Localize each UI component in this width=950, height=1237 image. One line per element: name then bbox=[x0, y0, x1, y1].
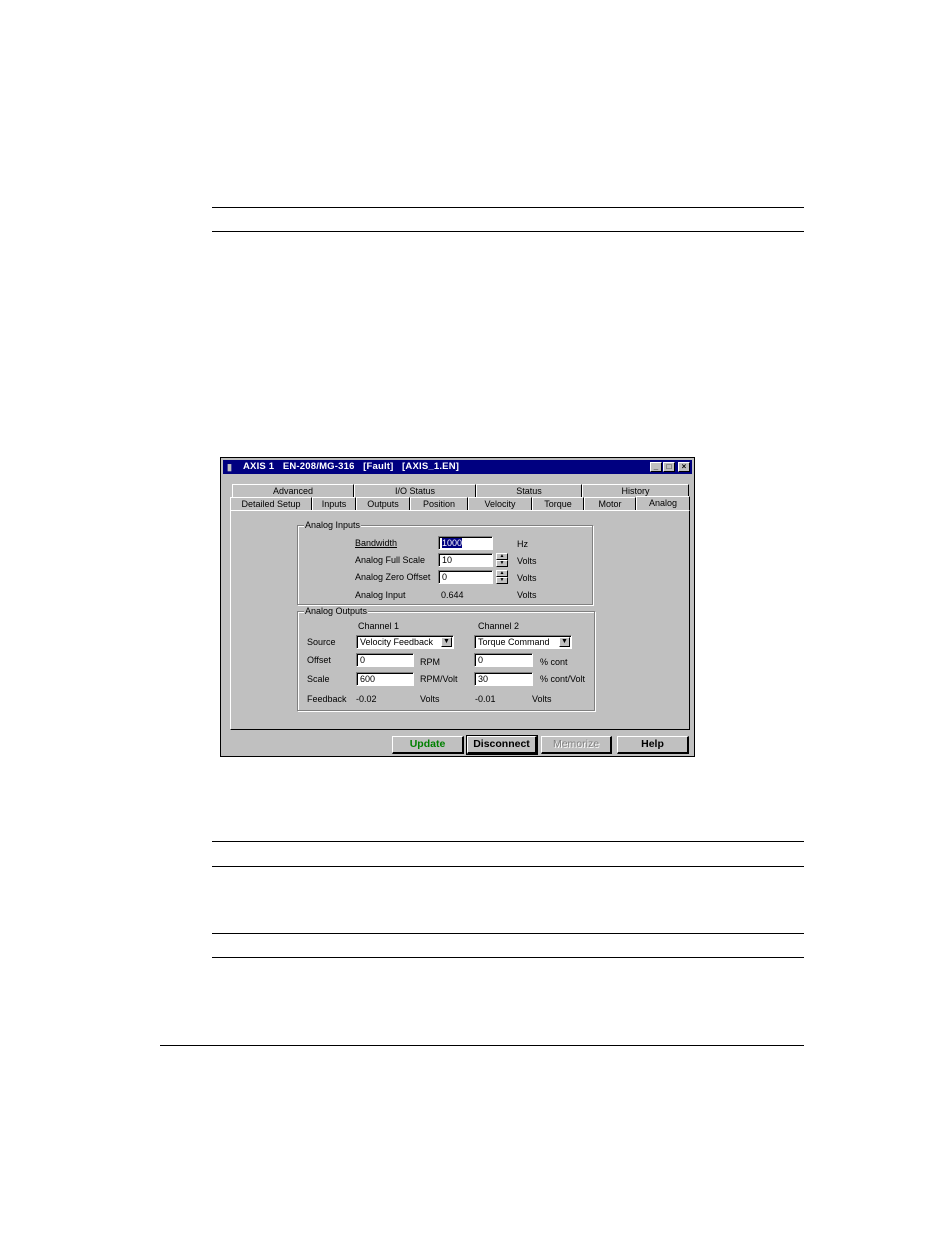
analog-full-scale-unit: Volts bbox=[517, 556, 537, 566]
analog-inputs-label: Analog Inputs bbox=[305, 520, 361, 530]
ch2-offset-unit: % cont bbox=[540, 657, 568, 667]
analog-inputs-group bbox=[297, 520, 593, 605]
tab-analog[interactable]: Analog bbox=[636, 496, 690, 510]
memorize-button[interactable]: Memorize bbox=[541, 736, 612, 754]
ch2-scale-unit: % cont/Volt bbox=[540, 674, 586, 684]
spin-up-icon[interactable]: ▲ bbox=[496, 570, 508, 577]
feedback-label: Feedback bbox=[307, 694, 347, 704]
header-rule-top bbox=[212, 207, 804, 208]
spin-up-icon[interactable]: ▲ bbox=[496, 553, 508, 560]
channel-1-header: Channel 1 bbox=[358, 621, 400, 631]
ch1-feedback-unit: Volts bbox=[420, 694, 440, 704]
analog-zero-offset-label: Analog Zero Offset bbox=[355, 572, 431, 582]
tab-detailed-setup[interactable]: Detailed Setup bbox=[230, 497, 312, 510]
minimize-icon[interactable]: _ bbox=[650, 462, 662, 472]
tab-torque[interactable]: Torque bbox=[532, 497, 584, 510]
ch2-offset-input[interactable]: 0 bbox=[474, 653, 533, 667]
footer-rule bbox=[160, 1045, 804, 1046]
maximize-icon[interactable]: □ bbox=[663, 462, 675, 472]
section-rule-2 bbox=[212, 866, 804, 867]
offset-label: Offset bbox=[307, 655, 331, 665]
analog-zero-offset-spinner[interactable] bbox=[496, 570, 508, 584]
app-icon: ▮ bbox=[227, 462, 232, 472]
ch1-scale-input[interactable]: 600 bbox=[356, 672, 414, 686]
ch2-feedback-value: -0.01 bbox=[475, 694, 496, 704]
title-bar[interactable] bbox=[223, 460, 692, 474]
tab-io-status[interactable]: I/O Status bbox=[354, 484, 476, 497]
update-button[interactable]: Update bbox=[392, 736, 464, 754]
help-button[interactable]: Help bbox=[617, 736, 689, 754]
chevron-down-icon[interactable]: ▼ bbox=[559, 637, 570, 647]
analog-zero-offset-input[interactable]: 0 bbox=[438, 570, 493, 584]
ch2-source-select[interactable]: Torque Command ▼ bbox=[474, 635, 572, 649]
window-title: AXIS 1 EN-208/MG-316 [Fault] [AXIS_1.EN] bbox=[243, 461, 460, 472]
tab-outputs[interactable]: Outputs bbox=[356, 497, 410, 510]
bandwidth-label: Bandwidth bbox=[355, 538, 398, 548]
channel-2-header: Channel 2 bbox=[478, 621, 520, 631]
spin-down-icon[interactable]: ▼ bbox=[496, 560, 508, 567]
tab-velocity[interactable]: Velocity bbox=[468, 497, 532, 510]
tab-history[interactable]: History bbox=[582, 484, 689, 497]
analog-zero-offset-unit: Volts bbox=[517, 573, 537, 583]
tab-position[interactable]: Position bbox=[410, 497, 468, 510]
ch2-feedback-unit: Volts bbox=[532, 694, 552, 704]
dialog-window bbox=[220, 457, 695, 757]
ch1-offset-unit: RPM bbox=[420, 657, 440, 667]
scale-label: Scale bbox=[307, 674, 330, 684]
chevron-down-icon[interactable]: ▼ bbox=[441, 637, 452, 647]
ch1-feedback-value: -0.02 bbox=[356, 694, 377, 704]
tab-status[interactable]: Status bbox=[476, 484, 582, 497]
ch1-offset-input[interactable]: 0 bbox=[356, 653, 414, 667]
analog-input-unit: Volts bbox=[517, 590, 537, 600]
disconnect-button[interactable]: Disconnect bbox=[467, 736, 537, 754]
bandwidth-unit: Hz bbox=[517, 539, 528, 549]
tab-inputs[interactable]: Inputs bbox=[312, 497, 356, 510]
analog-full-scale-spinner[interactable] bbox=[496, 553, 508, 567]
tab-panel-analog bbox=[230, 510, 690, 730]
analog-input-value: 0.644 bbox=[441, 590, 464, 600]
bandwidth-input[interactable]: 1000 bbox=[438, 536, 493, 550]
tab-advanced[interactable]: Advanced bbox=[232, 484, 354, 497]
tab-motor[interactable]: Motor bbox=[584, 497, 636, 510]
ch2-scale-input[interactable]: 30 bbox=[474, 672, 533, 686]
section-rule-1 bbox=[212, 841, 804, 842]
spin-down-icon[interactable]: ▼ bbox=[496, 577, 508, 584]
section-rule-3 bbox=[212, 933, 804, 934]
analog-outputs-label: Analog Outputs bbox=[305, 606, 368, 616]
analog-outputs-group bbox=[297, 606, 595, 711]
analog-input-label: Analog Input bbox=[355, 590, 406, 600]
header-rule-bottom bbox=[212, 231, 804, 232]
analog-full-scale-label: Analog Full Scale bbox=[355, 555, 426, 565]
section-rule-4 bbox=[212, 957, 804, 958]
ch1-scale-unit: RPM/Volt bbox=[420, 674, 458, 684]
ch1-source-select[interactable]: Velocity Feedback ▼ bbox=[356, 635, 454, 649]
analog-full-scale-input[interactable]: 10 bbox=[438, 553, 493, 567]
close-icon[interactable]: × bbox=[678, 462, 690, 472]
source-label: Source bbox=[307, 637, 336, 647]
